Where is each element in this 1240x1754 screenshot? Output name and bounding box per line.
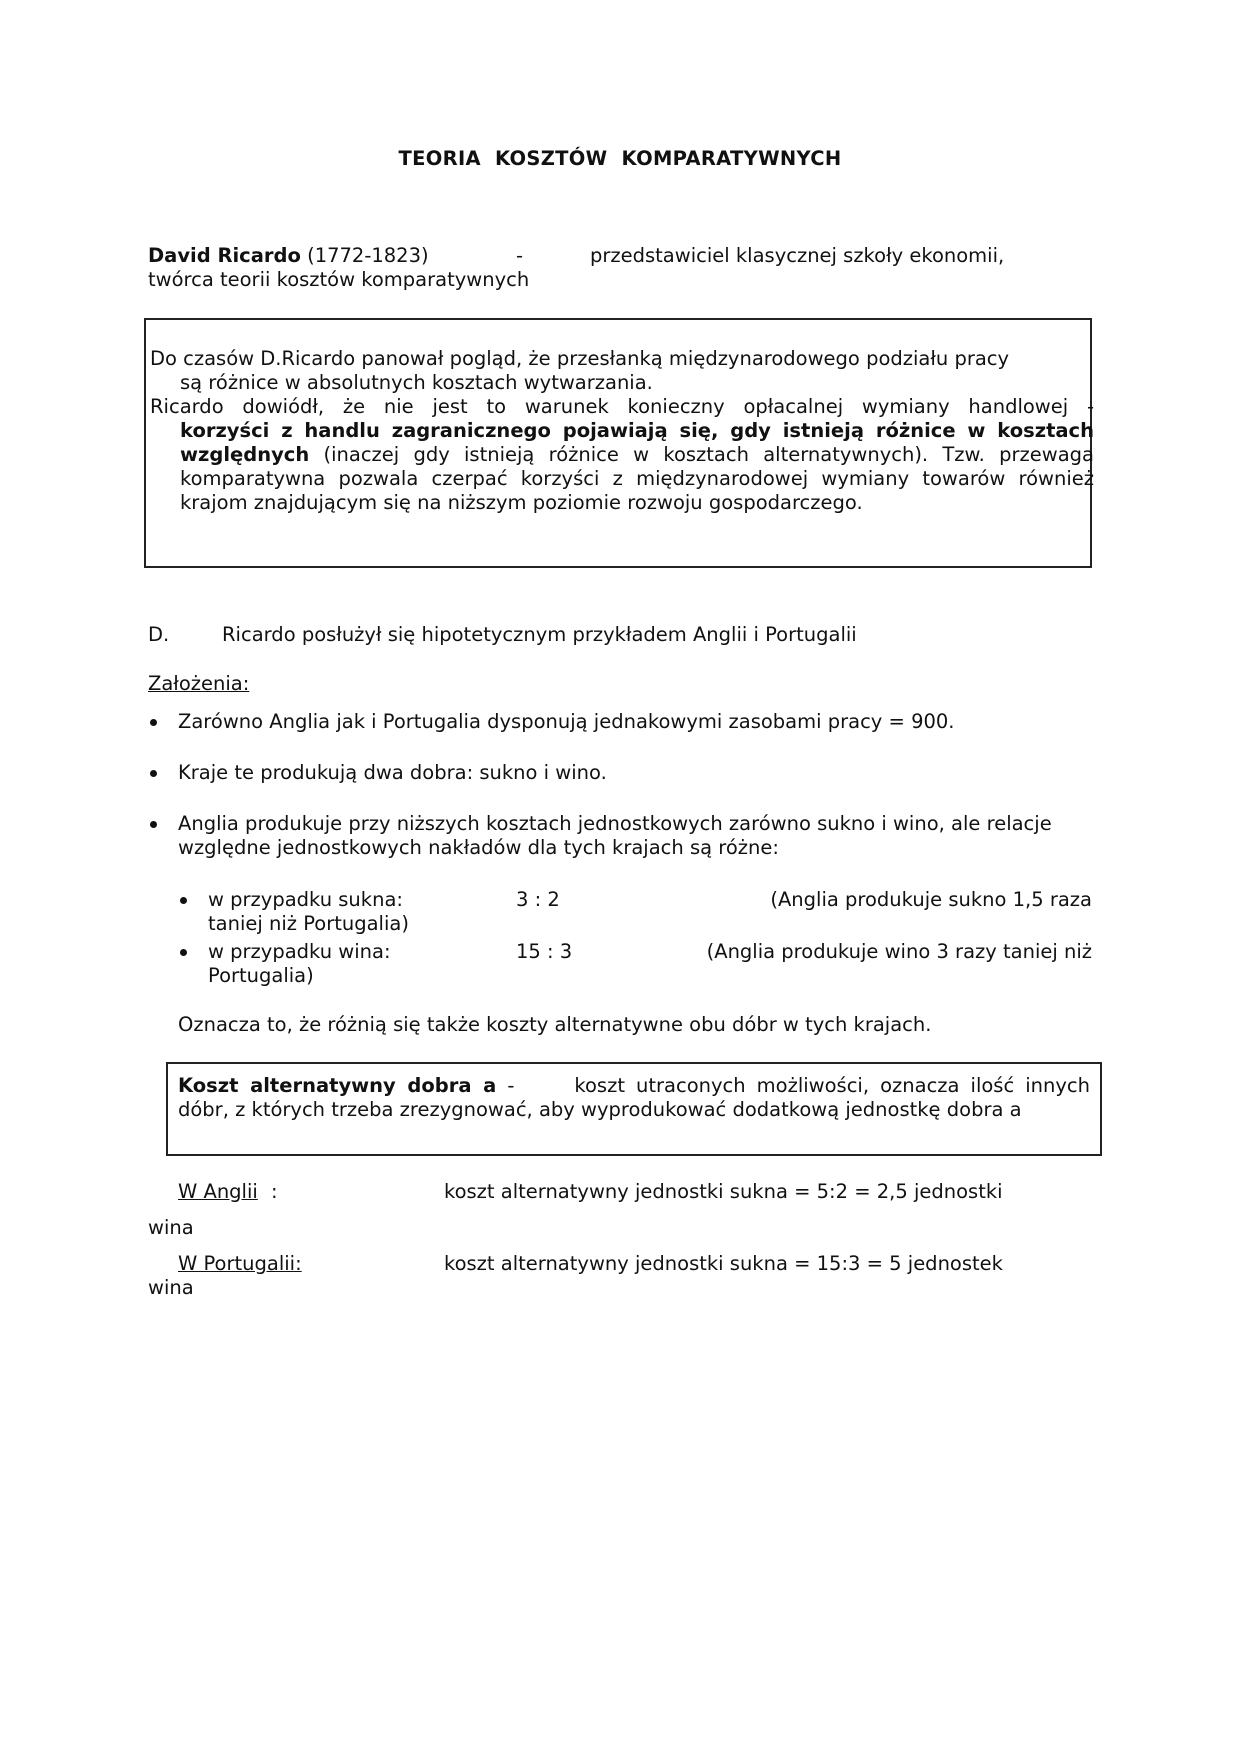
cost-england: [148, 1180, 1092, 1240]
cost-unit: wina: [148, 1216, 194, 1239]
ratio-item-wine: [178, 940, 1092, 988]
definition-term: Koszt alternatywny dobra a: [178, 1074, 497, 1097]
summary-box: [144, 318, 1092, 568]
summary-p2-bold: korzyści z handlu zagranicznego pojawiają się, gdy istnieją różnice w kosztach względnych: [180, 419, 1094, 466]
assumptions-list: [148, 710, 1092, 887]
ratio-note: (Anglia produkuje wino 3 razy taniej niż: [706, 940, 1092, 963]
cost-portugal: [148, 1252, 1092, 1302]
cost-place: W Anglii: [178, 1180, 258, 1203]
summary-paragraph-2: [150, 395, 1094, 515]
definition-text: koszt utraconych możliwości, oznacza ilość innych dóbr, z których trzeba zrezygnować, aby wyprodukować dodatkową jednostkę dobra a: [178, 1074, 1090, 1121]
definition-dash: -: [496, 1074, 515, 1097]
cost-colon: :: [271, 1180, 278, 1203]
summary-p2-rest: (inaczej gdy istnieją różnice w kosztach alternatywnych). Tzw. przewaga komparatywna pozwala czerpać korzyści z międzynarodowej wymiany towarów również krajom znajdującym się na niższym poziomie rozwoju gospodarczego.: [180, 443, 1094, 514]
ratio-list: [178, 888, 1092, 992]
ratio-label: w przypadku sukna:: [208, 888, 403, 911]
example-heading: [148, 623, 857, 647]
ratio-item-cloth: [178, 888, 1092, 936]
author-role-continued: twórca teorii kosztów komparatywnych: [148, 268, 530, 291]
intro-dash: -: [516, 244, 524, 267]
ratio-note: (Anglia produkuje sukno 1,5 raza: [770, 888, 1092, 911]
cost-unit: wina: [148, 1276, 194, 1299]
example-letter: D.: [148, 623, 170, 646]
example-text: Ricardo posłużył się hipotetycznym przykładem Anglii i Portugalii: [222, 623, 857, 646]
cost-place: W Portugalii:: [178, 1252, 302, 1275]
author-role: przedstawiciel klasycznej szkoły ekonomii,: [590, 244, 1005, 267]
ratio-label: w przypadku wina:: [208, 940, 391, 963]
cost-formula: koszt alternatywny jednostki sukna = 15:3 = 5 jednostek: [444, 1252, 1003, 1275]
ratio-note-continued: taniej niż Portugalia): [208, 912, 409, 935]
cost-formula: koszt alternatywny jednostki sukna = 5:2 = 2,5 jednostki: [444, 1180, 1003, 1203]
page-title: TEORIA KOSZTÓW KOMPARATYWNYCH: [398, 147, 842, 170]
summary-p2-body: [150, 419, 1094, 515]
summary-p1-line2: są różnice w absolutnych kosztach wytwarzania.: [180, 371, 653, 394]
definition-box: [166, 1062, 1102, 1156]
list-item: Zarówno Anglia jak i Portugalia dysponują jednakowymi zasobami pracy = 900.: [148, 710, 1092, 734]
author-intro: [148, 244, 1088, 292]
ratio-value: 15 : 3: [516, 940, 573, 963]
summary-p1-line1: Do czasów D.Ricardo panował pogląd, że przesłanką międzynarodowego podziału pracy: [150, 347, 1010, 370]
author-name: David Ricardo: [148, 244, 301, 267]
author-years: (1772-1823): [300, 244, 429, 267]
ratio-note-continued: Portugalia): [208, 964, 314, 987]
assumptions-label: Założenia:: [148, 672, 250, 695]
list-item: Kraje te produkują dwa dobra: sukno i wino.: [148, 761, 1092, 785]
summary-paragraph-1: [150, 347, 1094, 395]
ratio-value: 3 : 2: [516, 888, 560, 911]
list-item: Anglia produkuje przy niższych kosztach jednostkowych zarówno sukno i wino, ale relacje względne jednostkowych nakładów dla tych krajach są różne:: [148, 812, 1092, 860]
conclusion-text: Oznacza to, że różnią się także koszty alternatywne obu dóbr w tych krajach.: [178, 1013, 932, 1036]
summary-p2-line1: Ricardo dowiódł, że nie jest to warunek konieczny opłacalnej wymiany handlowej -: [150, 395, 1094, 418]
